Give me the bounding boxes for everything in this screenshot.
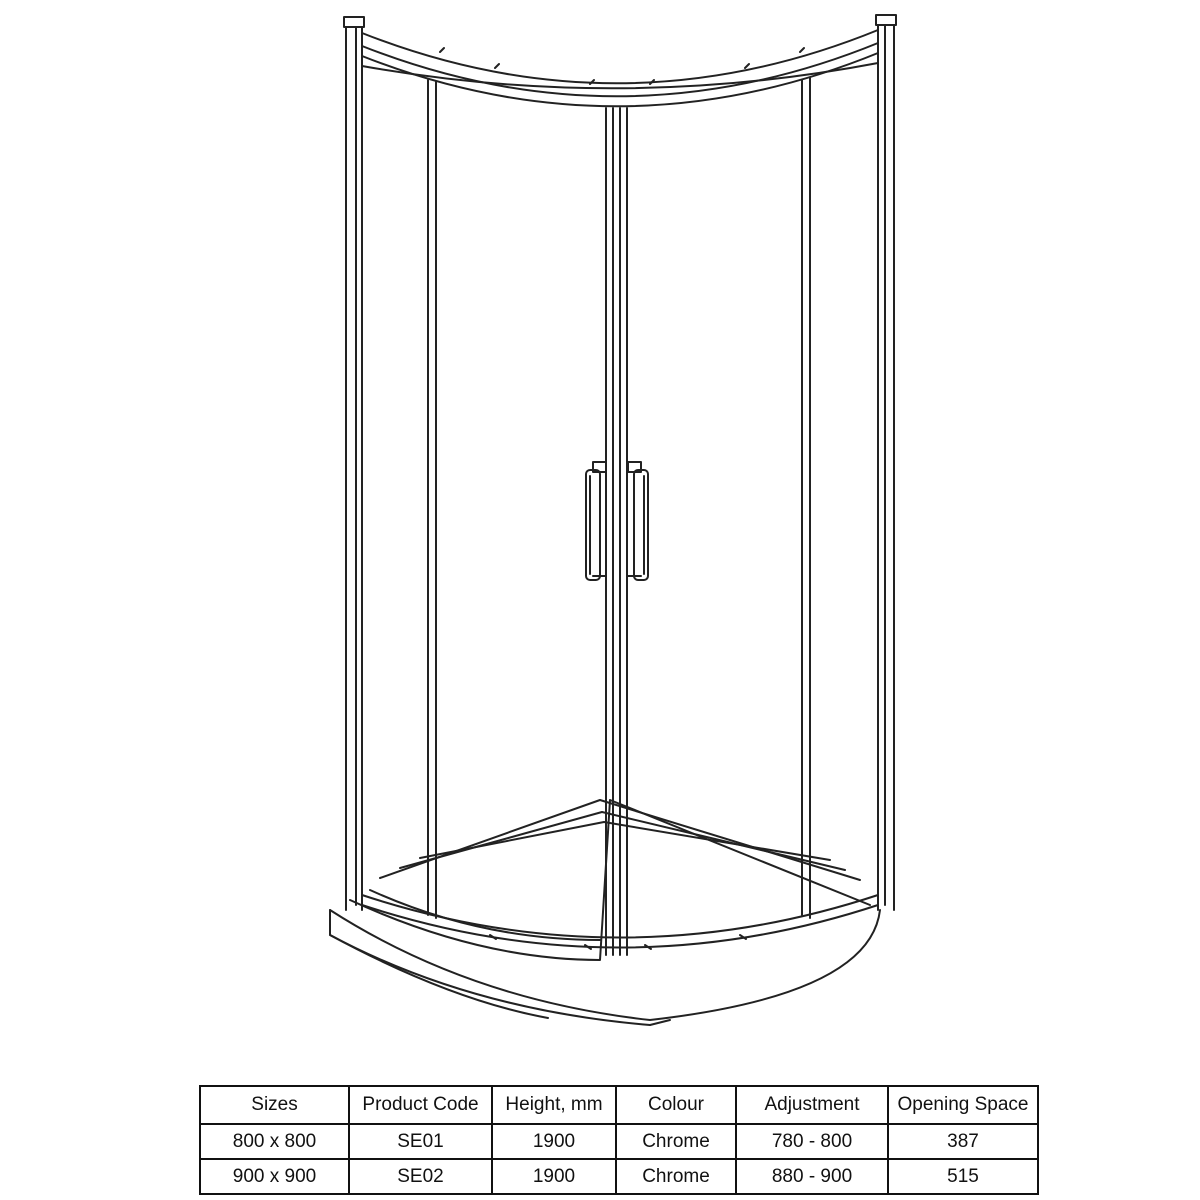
cell-sizes: 900 x 900 [200,1159,349,1194]
right-sliding-door [620,108,627,955]
left-fixed-panel [428,80,436,918]
col-header-height: Height, mm [492,1086,616,1124]
table-row [200,1159,1038,1194]
cell-colour: Chrome [616,1159,736,1194]
left-sliding-door [606,108,613,955]
col-header-product-code: Product Code [349,1086,492,1124]
table-header-row [200,1086,1038,1124]
col-header-adjustment: Adjustment [736,1086,888,1124]
right-door-handle [628,462,648,580]
cell-adjustment: 780 - 800 [736,1124,888,1159]
spec-table [199,1085,1039,1195]
right-fixed-panel [802,78,810,918]
top-rail [362,30,878,106]
left-corner-post [344,17,364,910]
col-header-colour: Colour [616,1086,736,1124]
cell-adjustment: 880 - 900 [736,1159,888,1194]
cell-opening-space: 515 [888,1159,1038,1194]
col-header-opening-space: Opening Space [888,1086,1038,1124]
table-row [200,1124,1038,1159]
right-corner-post [876,15,896,910]
cell-height: 1900 [492,1124,616,1159]
left-door-handle [586,462,606,580]
cell-product-code: SE01 [349,1124,492,1159]
cell-height: 1900 [492,1159,616,1194]
cell-sizes: 800 x 800 [200,1124,349,1159]
cell-opening-space: 387 [888,1124,1038,1159]
cell-colour: Chrome [616,1124,736,1159]
cell-product-code: SE02 [349,1159,492,1194]
col-header-sizes: Sizes [200,1086,349,1124]
